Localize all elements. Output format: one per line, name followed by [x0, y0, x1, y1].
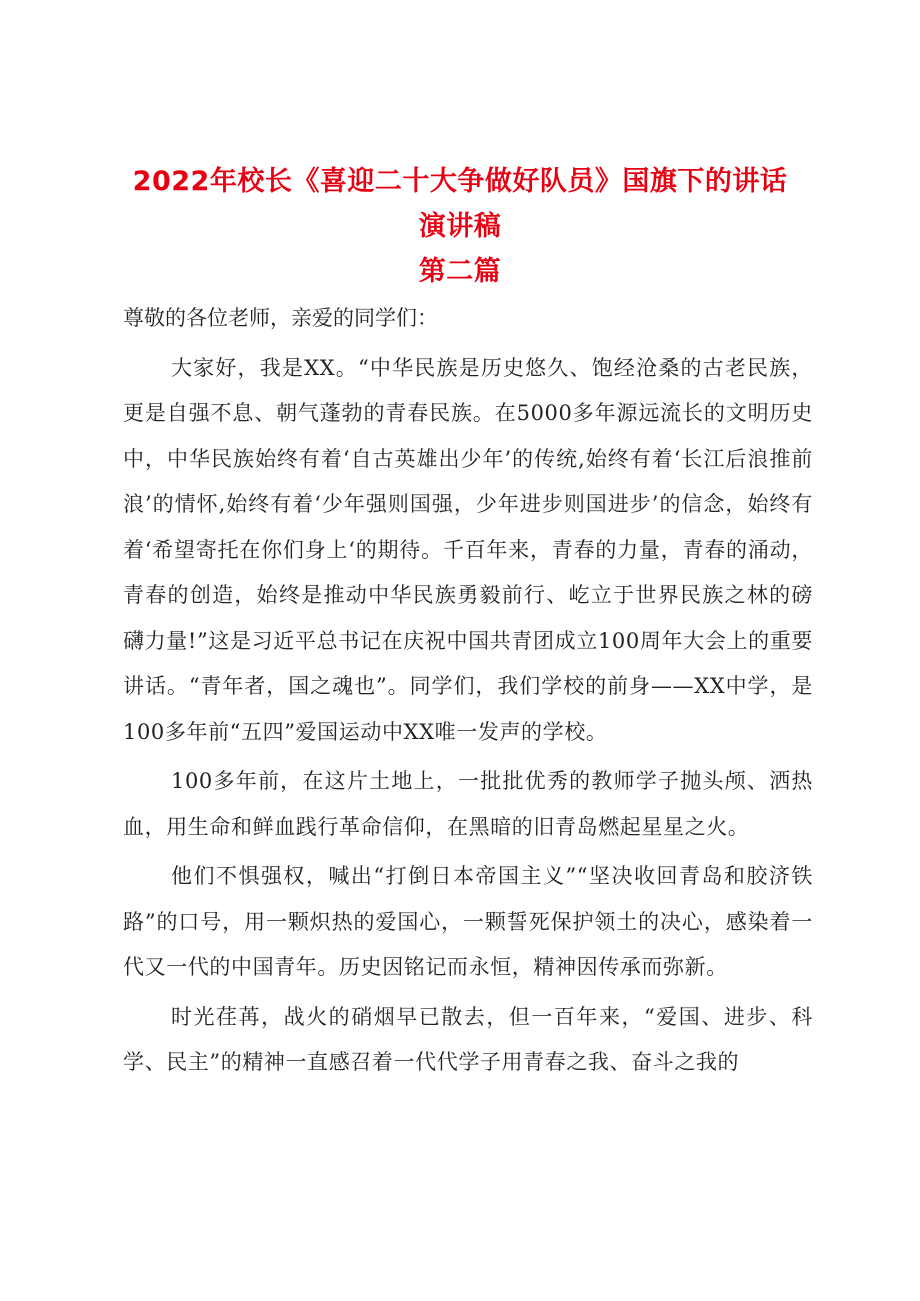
salutation: 尊敬的各位老师，亲爱的同学们：: [123, 306, 438, 330]
document-body: [123, 296, 813, 1086]
paragraph-1: 大家好，我是XX。“中华民族是历史悠久、饱经沧桑的古老民族，更是自强不息、朝气蓬勃的青春民族。在5000多年源远流长的文明历史中，中华民族始终有着‘自古英雄出少年’的传统,始终有着‘长江后浪推前浪’的情怀,始终有着‘少年强则国强，少年进步则国进步’的信念，始终有着‘希望寄托在你们身上‘的期待。千百年来，青春的力量，青春的涌动，青春的创造，始终是推动中华民族勇毅前行、屹立于世界民族之林的磅礴力量!”这是习近平总书记在庆祝中国共青团成立100周年大会上的重要讲话。“青年者，国之魂也”。同学们，我们学校的前身——XX中学，是100多年前“五四”爱国运动中XX唯一发声的学校。: [123, 355, 813, 744]
paragraph-4: 时光荏苒，战火的硝烟早已散去，但一百年来，“爱国、进步、科学、民主”的精神一直感召着一代代学子用青春之我、奋斗之我的: [123, 1004, 813, 1074]
document-subtitle: 第二篇: [418, 256, 502, 287]
document-title: 2022年校长《喜迎二十大争做好队员》国旗下的讲话: [132, 166, 788, 197]
paragraph-3: 他们不惧强权，喊出“打倒日本帝国主义”“坚决收回青岛和胶济铁路”的口号，用一颗炽热的爱国心，一颗誓死保护领土的决心，感染着一代又一代的中国青年。历史因铭记而永恒，精神因传承而弥新。: [123, 864, 813, 979]
paragraph-2: 100多年前，在这片土地上，一批批优秀的教师学子抛头颅、洒热血，用生命和鲜血践行革命信仰，在黑暗的旧青岛燃起星星之火。: [123, 769, 813, 839]
document-title-line2: 演讲稿: [418, 211, 502, 242]
